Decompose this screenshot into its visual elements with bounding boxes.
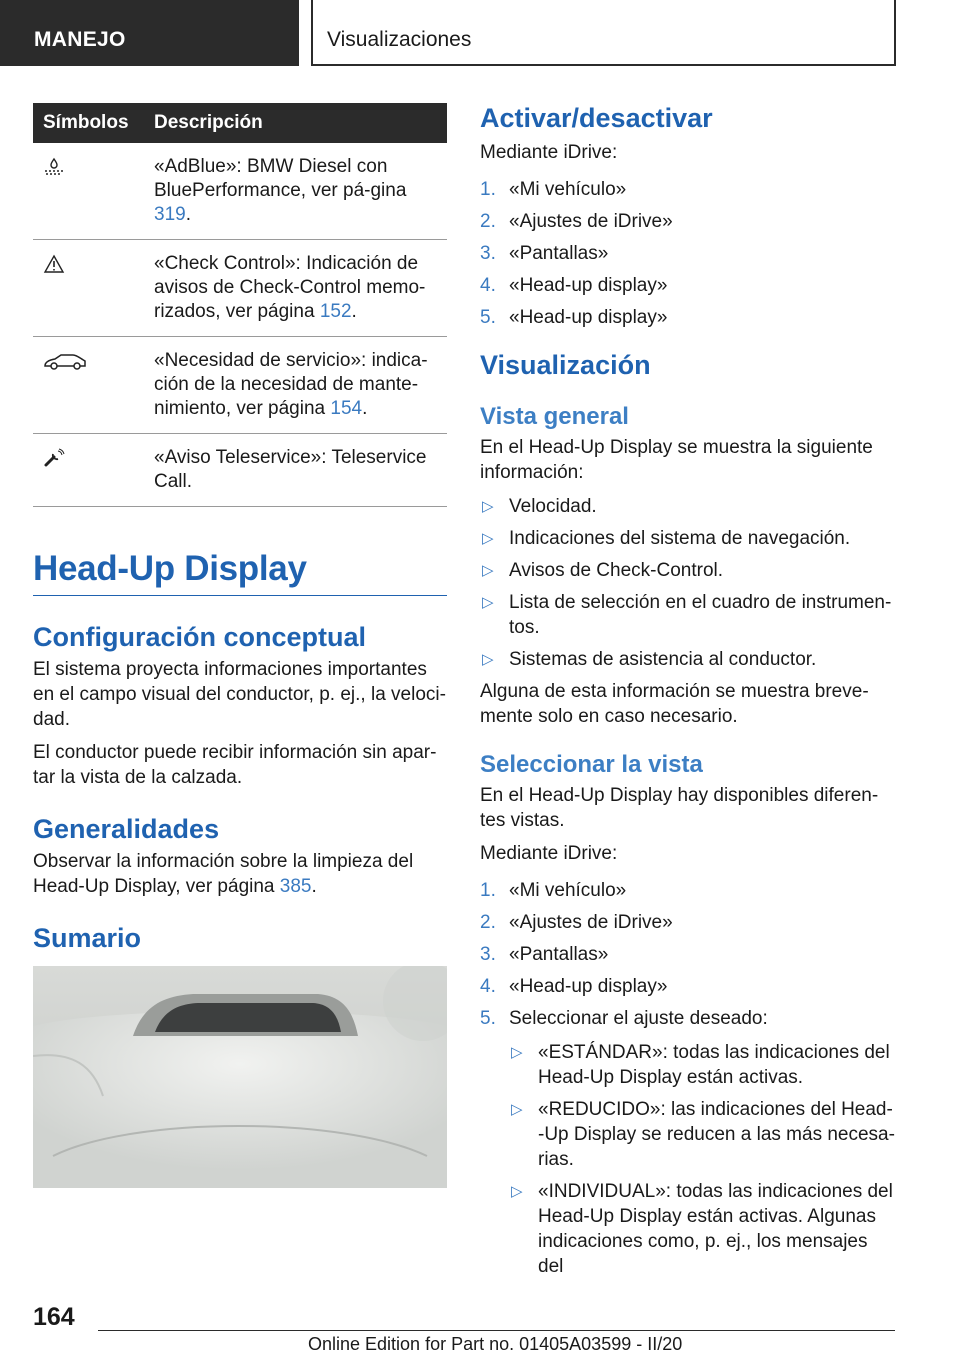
footer-divider <box>98 1330 895 1331</box>
paragraph-overview: En el Head-Up Display se muestra la siguiente información: <box>480 437 873 483</box>
list-item: ▷ «INDIVIDUAL»: todas las indicaciones del Head-Up Display están activas. Algunas indicaciones como, p. ej., los mensajes del <box>511 1181 893 1277</box>
adblue-icon <box>43 157 65 177</box>
list-item: ▷ Sistemas de asistencia al conductor. <box>482 649 817 670</box>
page-link[interactable]: 154 <box>330 398 363 419</box>
paragraph-general: Observar la información sobre la limpieza del Head-Up Display, ver página 385. <box>33 851 414 897</box>
list-item: ▷ «ESTÁNDAR»: todas las indicaciones del Head-Up Display están activas. <box>511 1042 890 1088</box>
list-item: 2. «Ajustes de iDrive» <box>480 211 673 232</box>
triangle-bullet-icon: ▷ <box>482 594 494 611</box>
chapter-tab: Visualizaciones <box>311 0 896 66</box>
list-item: 1. «Mi vehículo» <box>480 179 627 200</box>
paragraph-concept-2: El conductor puede recibir información sin apar-tar la vista de la calzada. <box>33 742 437 788</box>
list-item: 3. «Pantallas» <box>480 944 609 965</box>
row-text: «Necesidad de servicio»: indica-ción de la necesidad de mante-nimiento, ver página <box>154 350 428 419</box>
page-title: Head-Up Display <box>33 549 447 596</box>
page-link[interactable]: 319 <box>154 204 186 225</box>
triangle-bullet-icon: ▷ <box>482 562 494 579</box>
info-list <box>480 494 895 672</box>
paragraph-select: En el Head-Up Display hay disponibles diferen-tes vistas. <box>480 785 879 831</box>
table-row: «AdBlue»: BMW Diesel con BluePerformance, ver pá-gina 319. <box>33 143 447 240</box>
page-header <box>0 0 960 66</box>
edition-note: Online Edition for Part no. 01405A03599 - II/20 <box>308 1334 683 1354</box>
list-item: 5. «Head-up display» <box>480 307 668 328</box>
list-item: ▷ Indicaciones del sistema de navegación. <box>482 528 851 549</box>
heading-overview: Vista general <box>480 403 629 430</box>
heading-sumario: Sumario <box>33 923 142 953</box>
heading-concept: Configuración conceptual <box>33 622 367 652</box>
heading-activate: Activar/desactivar <box>480 103 713 133</box>
heading-general: Generalidades <box>33 814 220 844</box>
paragraph-mediante-1: Mediante iDrive: <box>480 142 618 163</box>
list-item: ▷ Lista de selección en el cuadro de instrumen-tos. <box>482 592 892 638</box>
list-item: 5. Seleccionar el ajuste deseado: ▷ «ESTÁNDAR»: todas las indicaciones del Head-Up Display están activas. ▷ «REDUCIDO»: las indicaciones del Head--Up Display se reducen a las más necesa-rias. ▷ «INDIVIDUAL»: todas las indicaciones del Head-Up Display están activas. Algunas indicaciones como, p. ej., los mensajes del <box>480 1008 895 1277</box>
list-item: 4. «Head-up display» <box>480 976 668 997</box>
car-service-icon <box>43 351 87 371</box>
heading-select-view: Seleccionar la vista <box>480 751 703 778</box>
paragraph-mediante-2: Mediante iDrive: <box>480 843 618 864</box>
triangle-bullet-icon: ▷ <box>511 1101 523 1118</box>
dashboard-illustration <box>33 966 447 1188</box>
table-row <box>33 434 447 507</box>
list-item: 3. «Pantallas» <box>480 243 609 264</box>
triangle-bullet-icon: ▷ <box>482 530 494 547</box>
row-text: «AdBlue»: BMW Diesel con BluePerformance, ver pá-gina <box>154 156 407 201</box>
triangle-bullet-icon: ▷ <box>511 1044 523 1061</box>
page-link[interactable]: 385 <box>279 876 312 897</box>
section-tab: MANEJO <box>0 0 299 66</box>
warning-triangle-icon <box>43 254 65 274</box>
list-item: ▷ Avisos de Check-Control. <box>482 560 724 581</box>
heading-visualization: Visualización <box>480 350 651 380</box>
triangle-bullet-icon: ▷ <box>482 651 494 668</box>
row-text: «Aviso Teleservice»: Teleservice Call. <box>154 447 427 492</box>
table-header-row <box>33 103 447 143</box>
steps-list-1 <box>480 177 895 330</box>
symbols-table <box>33 103 447 507</box>
list-item: 1. «Mi vehículo» <box>480 880 627 901</box>
triangle-bullet-icon: ▷ <box>511 1183 523 1200</box>
row-text: «Check Control»: Indicación de avisos de Check-Control memo-rizados, ver página <box>154 253 426 322</box>
triangle-bullet-icon: ▷ <box>482 498 494 515</box>
list-item: ▷ «REDUCIDO»: las indicaciones del Head--Up Display se reducen a las más necesa-rias. <box>511 1099 895 1170</box>
list-item: 4. «Head-up display» <box>480 275 668 296</box>
view-options-list <box>509 1040 895 1279</box>
col-header-symbols: Símbolos <box>33 103 154 143</box>
paragraph-brief: Alguna de esta información se muestra breve-mente solo en caso necesario. <box>480 681 869 727</box>
table-row: «Necesidad de servicio»: indica-ción de la necesidad de mante-nimiento, ver página 154. <box>33 337 447 434</box>
col-header-description: Descripción <box>154 103 447 143</box>
page-link[interactable]: 152 <box>319 301 352 322</box>
right-column <box>480 103 895 1286</box>
list-item: ▷ Velocidad. <box>482 496 597 517</box>
paragraph-concept-1: El sistema proyecta informaciones importantes en el campo visual del conductor, p. ej., la veloci-dad. <box>33 659 446 730</box>
steps-list-2 <box>480 878 895 1279</box>
table-row: «Check Control»: Indicación de avisos de Check-Control memo-rizados, ver página 152. <box>33 240 447 337</box>
page-number: 164 <box>33 1303 75 1331</box>
left-column <box>33 103 447 1188</box>
head-up-display-photo <box>33 966 447 1188</box>
teleservice-wrench-icon <box>43 448 65 468</box>
list-item: 2. «Ajustes de iDrive» <box>480 912 673 933</box>
